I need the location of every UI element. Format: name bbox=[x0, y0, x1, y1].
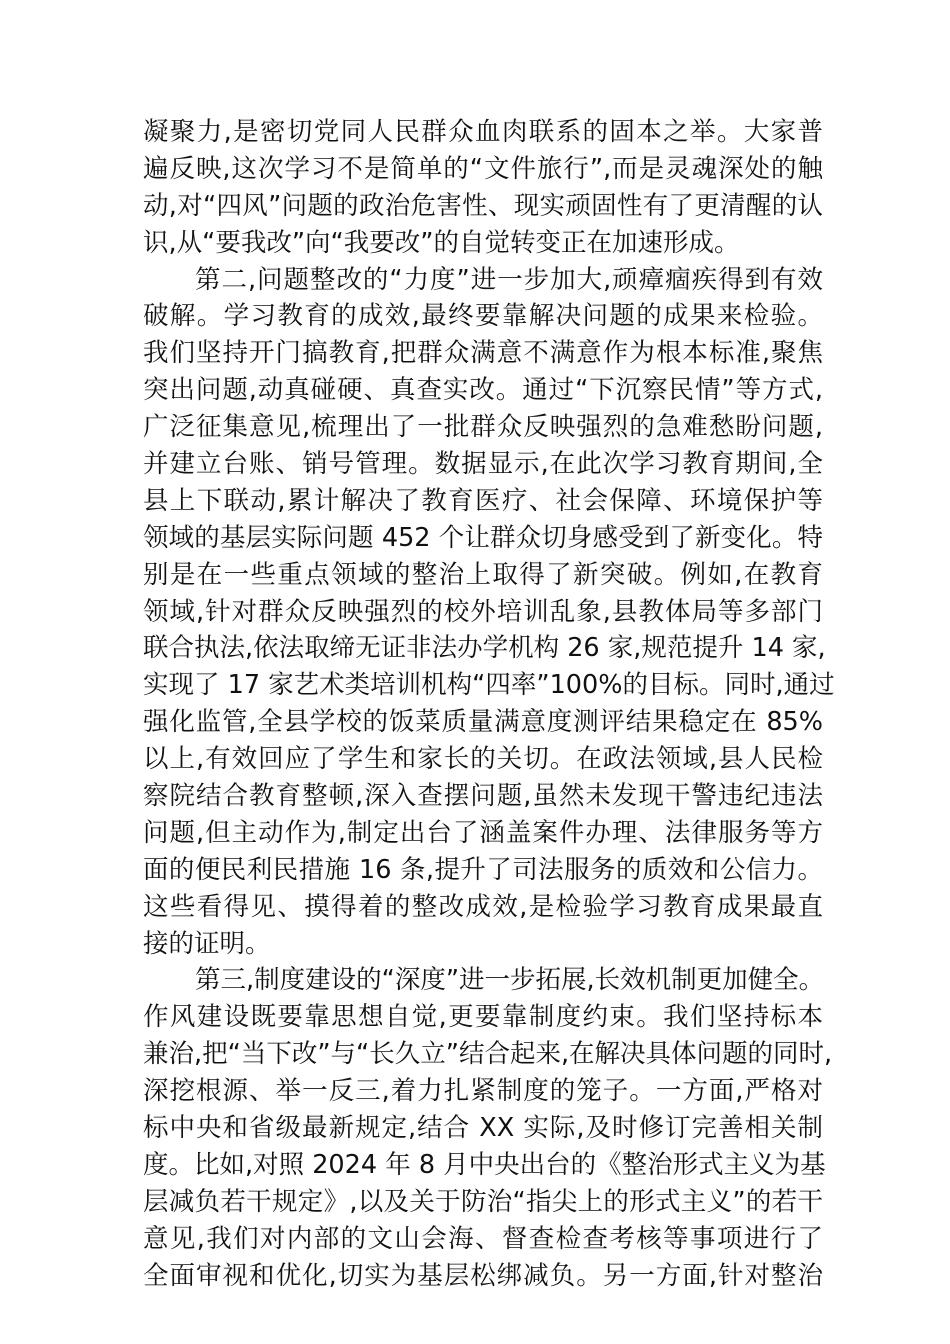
text-line: 领域,针对群众反映强烈的校外培训乱象,县教体局等多部门 bbox=[143, 596, 823, 627]
text-line: 全面审视和优化,切实为基层松绑减负。另一方面,针对整治 bbox=[143, 1260, 823, 1291]
text-line: 兼治,把“当下改”与“长久立”结合起来,在解决具体问题的同时, bbox=[143, 1039, 833, 1070]
text-line: 遍反映,这次学习不是简单的“文件旅行”,而是灵魂深处的触 bbox=[143, 153, 823, 184]
text-line: 联合执法,依法取缔无证非法办学机构 26 家,规范提升 14 家, bbox=[143, 633, 826, 664]
text-line: 接的证明。 bbox=[143, 928, 271, 959]
text-line: 领域的基层实际问题 452 个让群众切身感受到了新变化。特 bbox=[143, 522, 823, 553]
text-line: 察院结合教育整顿,深入查摆问题,虽然未发现干警违纪违法 bbox=[143, 781, 823, 812]
text-line: 别是在一些重点领域的整治上取得了新突破。例如,在教育 bbox=[143, 559, 823, 590]
text-line: 广泛征集意见,梳理出了一批群众反映强烈的急难愁盼问题, bbox=[143, 412, 823, 443]
paragraph bbox=[143, 114, 823, 262]
text-line: 第二,问题整改的“力度”进一步加大,顽瘴痼疾得到有效 bbox=[195, 264, 823, 295]
text-line: 强化监管,全县学校的饭菜质量满意度测评结果稳定在 85% bbox=[143, 707, 823, 738]
text-line: 破解。学习教育的成效,最终要靠解决问题的成果来检验。 bbox=[143, 301, 823, 332]
text-line: 深挖根源、举一反三,着力扎紧制度的笼子。一方面,严格对 bbox=[143, 1076, 823, 1107]
text-line: 层减负若干规定》,以及关于防治“指尖上的形式主义”的若干 bbox=[143, 1186, 823, 1217]
text-line: 标中央和省级最新规定,结合 XX 实际,及时修订完善相关制 bbox=[143, 1113, 823, 1144]
text-line: 实现了 17 家艺术类培训机构“四率”100%的目标。同时,通过 bbox=[143, 670, 835, 701]
text-line: 识,从“要我改”向“我要改”的自觉转变正在加速形成。 bbox=[143, 227, 740, 258]
text-line: 意见,我们对内部的文山会海、督查检查考核等事项进行了 bbox=[143, 1223, 823, 1254]
text-line: 作风建设既要靠思想自觉,更要靠制度约束。我们坚持标本 bbox=[143, 1002, 823, 1033]
text-line: 第三,制度建设的“深度”进一步拓展,长效机制更加健全。 bbox=[195, 965, 825, 996]
text-line: 凝聚力,是密切党同人民群众血肉联系的固本之举。大家普 bbox=[143, 117, 823, 147]
text-line: 度。比如,对照 2024 年 8 月中央出台的《整治形式主义为基 bbox=[143, 1149, 826, 1180]
text-line: 以上,有效回应了学生和家长的关切。在政法领域,县人民检 bbox=[143, 744, 823, 775]
text-line: 问题,但主动作为,制定出台了涵盖案件办理、法律服务等方 bbox=[143, 817, 823, 848]
text-line: 县上下联动,累计解决了教育医疗、社会保障、环境保护等 bbox=[143, 485, 823, 516]
text-line: 面的便民利民措施 16 条,提升了司法服务的质效和公信力。 bbox=[143, 854, 823, 885]
text-line: 并建立台账、销号管理。数据显示,在此次学习教育期间,全 bbox=[143, 449, 823, 480]
paragraph bbox=[143, 262, 835, 963]
text-line: 突出问题,动真碰硬、真查实改。通过“下沉察民情”等方式, bbox=[143, 375, 823, 406]
text-line: 动,对“四风”问题的政治危害性、现实顽固性有了更清醒的认 bbox=[143, 190, 823, 221]
text-line: 我们坚持开门搞教育,把群众满意不满意作为根本标准,聚焦 bbox=[143, 338, 823, 369]
document-page bbox=[143, 114, 835, 1295]
text-line: 这些看得见、摸得着的整改成效,是检验学习教育成果最直 bbox=[143, 891, 823, 922]
paragraph bbox=[143, 962, 833, 1294]
